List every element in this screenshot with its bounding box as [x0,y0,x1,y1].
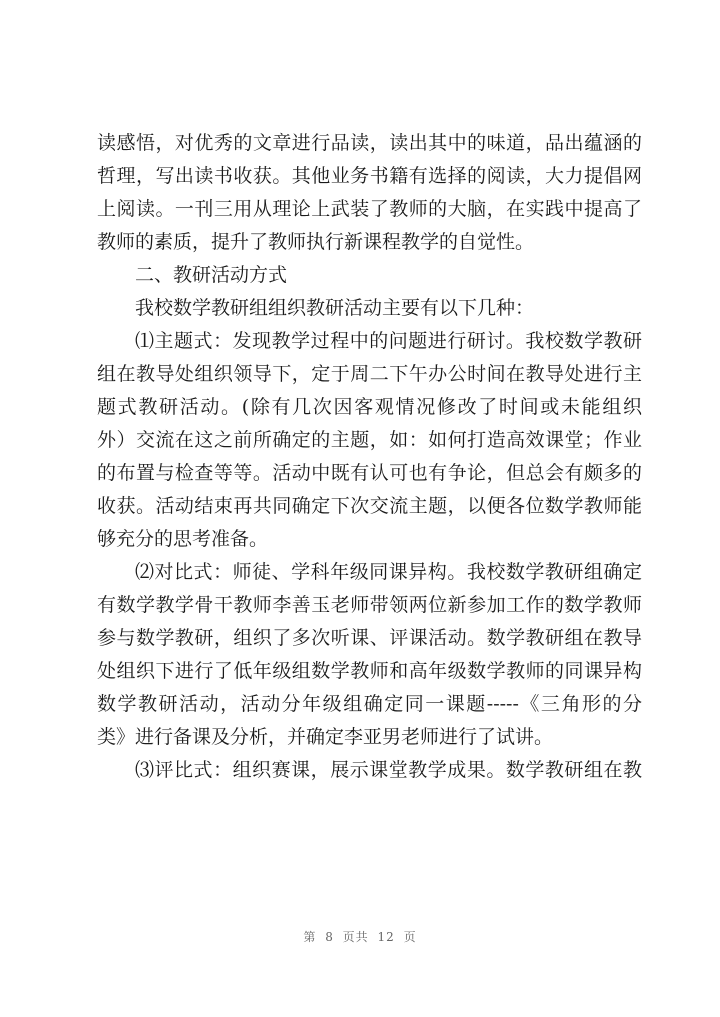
paragraph-line: 哲理，写出读书收获。其他业务书籍有选择的阅读，大力提倡网 [97,165,642,187]
paragraph-line: 类》进行备课及分析，并确定李亚男老师进行了试讲。 [97,726,554,748]
paragraph-line: 收获。活动结束再共同确定下次交流主题，以便各位数学教师能 [97,495,642,517]
paragraph-line: 题式教研活动。(除有几次因客观情况修改了时间或未能组织 [97,396,642,418]
footer-middle: 页共 [342,930,369,944]
paragraph-line: 参与数学教研，组织了多次听课、评课活动。数学教研组在教导 [97,627,642,649]
paragraph-line: 外）交流在这之前所确定的主题，如：如何打造高效课堂；作业 [97,429,642,451]
page-footer [0,928,720,945]
footer-total-pages: 12 [377,930,395,944]
paragraph-line: ⑶评比式：组织赛课，展示课堂教学成果。数学教研组在教 [135,759,642,781]
paragraph-line: 够充分的思考准备。 [97,528,269,550]
paragraph-line: 上阅读。一刊三用从理论上武装了教师的大脑，在实践中提高了 [97,198,642,220]
footer-current-page: 8 [325,930,334,944]
footer-prefix: 第 [303,930,317,944]
paragraph-line: 数学教研活动，活动分年级组确定同一课题-----《三角形的分 [97,693,642,715]
paragraph-line: 组在教导处组织领导下，定于周二下午办公时间在教导处进行主 [97,363,642,385]
section-heading: 二、教研活动方式 [135,264,288,286]
paragraph-line: 教师的素质，提升了教师执行新课程教学的自觉性。 [97,231,535,253]
paragraph-line: 有数学教学骨干教师李善玉老师带领两位新参加工作的数学教师 [97,594,642,616]
paragraph-line: ⑵对比式：师徒、学科年级同课异构。我校数学教研组确定 [135,561,642,583]
paragraph-line: 处组织下进行了低年级组数学教师和高年级数学教师的同课异构 [97,660,642,682]
paragraph-line: 我校数学教研组组织教研活动主要有以下几种： [135,297,535,319]
paragraph-line: 读感悟，对优秀的文章进行品读，读出其中的味道，品出蕴涵的 [97,132,642,154]
paragraph-line: 的布置与检查等等。活动中既有认可也有争论，但总会有颇多的 [97,462,642,484]
footer-suffix: 页 [403,930,417,944]
paragraph-line: ⑴主题式：发现教学过程中的问题进行研讨。我校数学教研 [135,330,642,352]
